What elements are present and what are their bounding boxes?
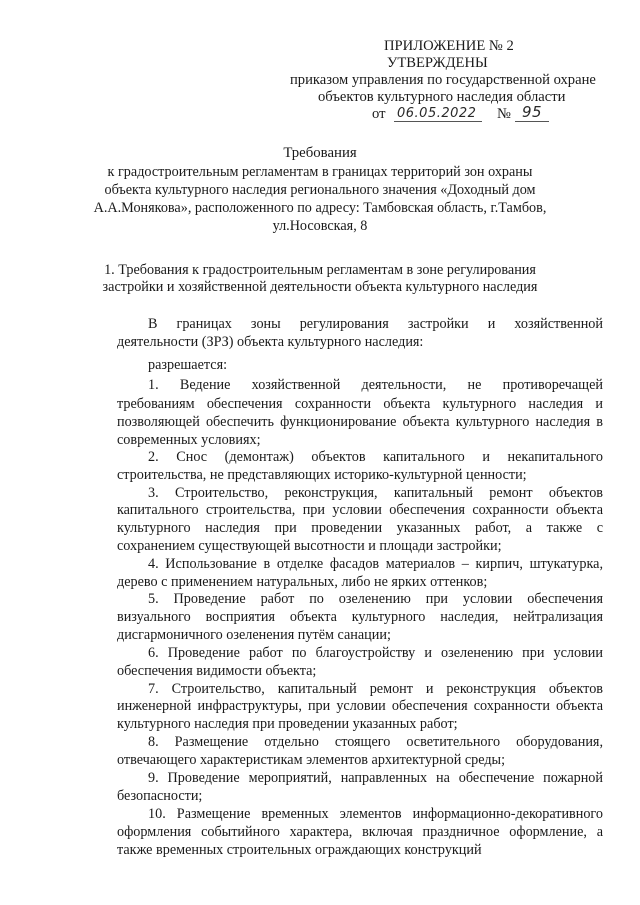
item-2-line-2: строительства, не представляющих историко-культурной ценности;	[117, 467, 527, 483]
date-underline	[394, 121, 482, 122]
title-line-1: к градостроительным регламентам в границах территорий зон охраны	[107, 164, 533, 180]
date-value: 06.05.2022	[397, 106, 477, 121]
title-line-4: ул.Носовская, 8	[272, 218, 368, 234]
item-3-line-3: культурного наследия при проведении указанных работ, а также с	[117, 520, 603, 536]
item-9-line-2: безопасности;	[117, 788, 203, 804]
item-6-line-2: обеспечения видимости объекта;	[117, 663, 317, 679]
item-6-line-1: 6. Проведение работ по благоустройству и озеленению при условии	[148, 645, 603, 661]
item-1-line-2: требованиям обеспечения сохранности объекта культурного наследия и	[117, 396, 603, 412]
number-prefix: №	[497, 106, 511, 122]
item-7-line-3: культурного наследия при проведении указанных работ;	[117, 716, 458, 732]
title-line-2: объекта культурного наследия регионального значения «Доходный дом	[104, 182, 536, 198]
order-line-2: объектов культурного наследия области	[318, 89, 566, 105]
item-3-line-4: сохранением существующей высотности и площади застройки;	[117, 538, 502, 554]
item-3-line-1: 3. Строительство, реконструкция, капитальный ремонт объектов	[148, 485, 603, 501]
item-5-line-3: дисгармоничного озеленения путём санации;	[117, 627, 391, 643]
section1-line-2: застройки и хозяйственной деятельности объекта культурного наследия	[102, 279, 538, 295]
item-1-line-3: позволяющей обеспечить функционирование объекта культурного наследия в	[117, 414, 603, 430]
section1-line-1: 1. Требования к градостроительным регламентам в зоне регулирования	[104, 262, 536, 278]
item-4-line-1: 4. Использование в отделке фасадов материалов – кирпич, штукатурка,	[148, 556, 603, 572]
number-value: 95	[522, 103, 543, 121]
title-heading: Требования	[283, 145, 357, 161]
item-5-line-1: 5. Проведение работ по озеленению при условии обеспечения	[148, 591, 603, 607]
title-line-3: А.А.Монякова», расположенного по адресу: Тамбовская область, г.Тамбов,	[93, 200, 547, 216]
item-7-line-1: 7. Строительство, капитальный ремонт и реконструкция объектов	[148, 681, 603, 697]
item-4-line-2: дерево с применением натуральных, либо не ярких оттенков;	[117, 574, 488, 590]
order-line-1: приказом управления по государственной охране	[290, 72, 596, 88]
item-7-line-2: инженерной инфраструктуры, при условии обеспечения сохранности объекта	[117, 698, 603, 714]
item-1-line-4: современных условиях;	[117, 432, 261, 448]
item-8-line-2: отвечающего характеристикам элементов архитектурной среды;	[117, 752, 506, 768]
item-3-line-2: капитального строительства, при условии обеспечения сохранности объекта	[117, 502, 603, 518]
item-8-line-1: 8. Размещение отдельно стоящего осветительного оборудования,	[148, 734, 603, 750]
date-prefix: от	[372, 106, 386, 122]
item-10-line-3: также временных строительных ограждающих конструкций	[117, 842, 482, 858]
item-1-line-1: 1. Ведение хозяйственной деятельности, не противоречащей	[148, 377, 603, 393]
item-9-line-1: 9. Проведение мероприятий, направленных на обеспечение пожарной	[148, 770, 603, 786]
item-10-line-1: 10. Размещение временных элементов информационно-декоративного	[148, 806, 603, 822]
intro-line-2: деятельности (ЗРЗ) объекта культурного наследия:	[117, 334, 424, 350]
item-10-line-2: оформления событийного характера, включая праздничное оформление, а	[117, 824, 603, 840]
number-underline	[515, 121, 549, 122]
intro-line-1: В границах зоны регулирования застройки и хозяйственной	[148, 316, 603, 332]
appendix-label: ПРИЛОЖЕНИЕ № 2	[384, 38, 514, 54]
item-5-line-2: визуального восприятия объекта культурного наследия, нейтрализация	[117, 609, 603, 625]
item-2-line-1: 2. Снос (демонтаж) объектов капитального и некапитального	[148, 449, 603, 465]
approved-label: УТВЕРЖДЕНЫ	[387, 55, 488, 71]
allowed-label: разрешается:	[148, 357, 228, 373]
